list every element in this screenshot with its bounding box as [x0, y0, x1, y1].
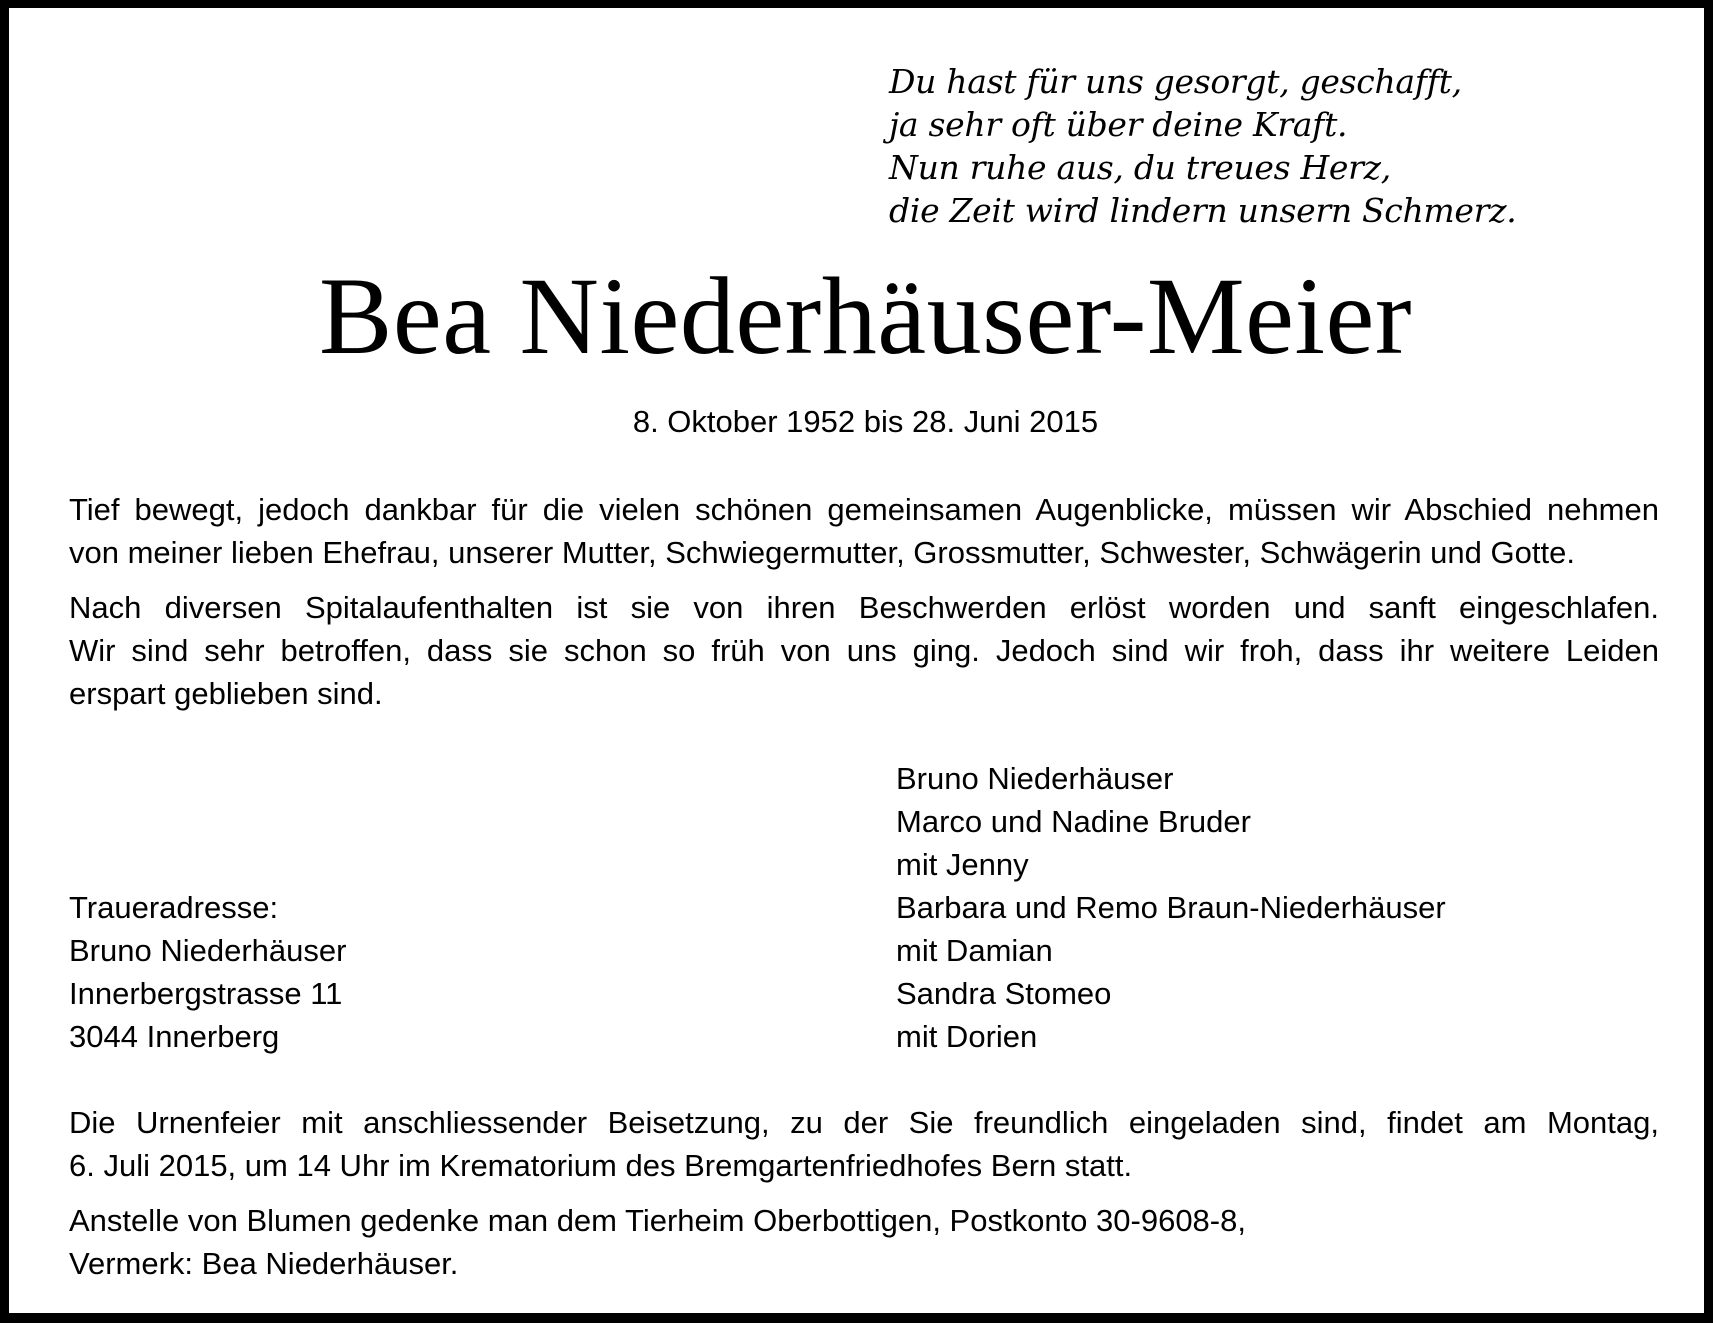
paragraph-line: 6. Juli 2015, um 14 Uhr im Krematorium des Bremgartenfriedhofes Bern statt. — [69, 1148, 1133, 1183]
poem-line: die Zeit wird lindern unsern Schmerz. — [889, 191, 1517, 230]
family-member: Barbara und Remo Braun-Niederhäuser — [896, 890, 1446, 925]
family-member: mit Jenny — [896, 847, 1029, 882]
paragraph-line: Anstelle von Blumen gedenke man dem Tierheim Oberbottigen, Postkonto 30-9608-8, — [69, 1203, 1246, 1238]
family-member: Bruno Niederhäuser — [896, 761, 1174, 796]
intro-paragraph — [69, 488, 1659, 574]
story-paragraph — [69, 586, 1659, 715]
life-dates: 8. Oktober 1952 bis 28. Juni 2015 — [632, 404, 1099, 439]
paragraph-line: erspart geblieben sind. — [69, 676, 383, 711]
deceased-name: Bea Niederhäuser-Meier — [319, 255, 1412, 377]
poem-line: ja sehr oft über deine Kraft. — [889, 105, 1348, 144]
family-member: Marco und Nadine Bruder — [896, 804, 1251, 839]
family-member: mit Damian — [896, 933, 1053, 968]
address-street: Innerbergstrasse 11 — [69, 976, 343, 1011]
donation-paragraph — [69, 1199, 1659, 1285]
memorial-poem — [889, 60, 1516, 232]
family-list — [896, 757, 1446, 1058]
address-label: Traueradresse: — [69, 890, 279, 925]
poem-line: Du hast für uns gesorgt, geschafft, — [889, 62, 1462, 101]
paragraph-line: von meiner lieben Ehefrau, unserer Mutter, Schwiegermutter, Grossmutter, Schwester, Schwägerin und Gotte. — [69, 535, 1575, 570]
poem-line: Nun ruhe aus, du treues Herz, — [889, 148, 1391, 187]
paragraph-line: Nach diversen Spitalaufenthalten ist sie von ihren Beschwerden erlöst worden und sanft eingeschlafen. — [69, 590, 1659, 625]
ceremony-paragraph — [69, 1101, 1659, 1187]
paragraph-line: Wir sind sehr betroffen, dass sie schon so früh von uns ging. Jedoch sind wir froh, dass ihr weitere Leiden — [69, 633, 1659, 668]
family-member: mit Dorien — [896, 1019, 1038, 1054]
mourning-address — [69, 886, 346, 1058]
paragraph-line: Die Urnenfeier mit anschliessender Beisetzung, zu der Sie freundlich eingeladen sind, findet am Montag, — [69, 1105, 1659, 1140]
paragraph-line: Tief bewegt, jedoch dankbar für die vielen schönen gemeinsamen Augenblicke, müssen wir Abschied nehmen — [69, 492, 1659, 527]
address-name: Bruno Niederhäuser — [69, 933, 347, 968]
address-city: 3044 Innerberg — [69, 1019, 280, 1054]
paragraph-line: Vermerk: Bea Niederhäuser. — [69, 1246, 459, 1281]
family-member: Sandra Stomeo — [896, 976, 1112, 1011]
